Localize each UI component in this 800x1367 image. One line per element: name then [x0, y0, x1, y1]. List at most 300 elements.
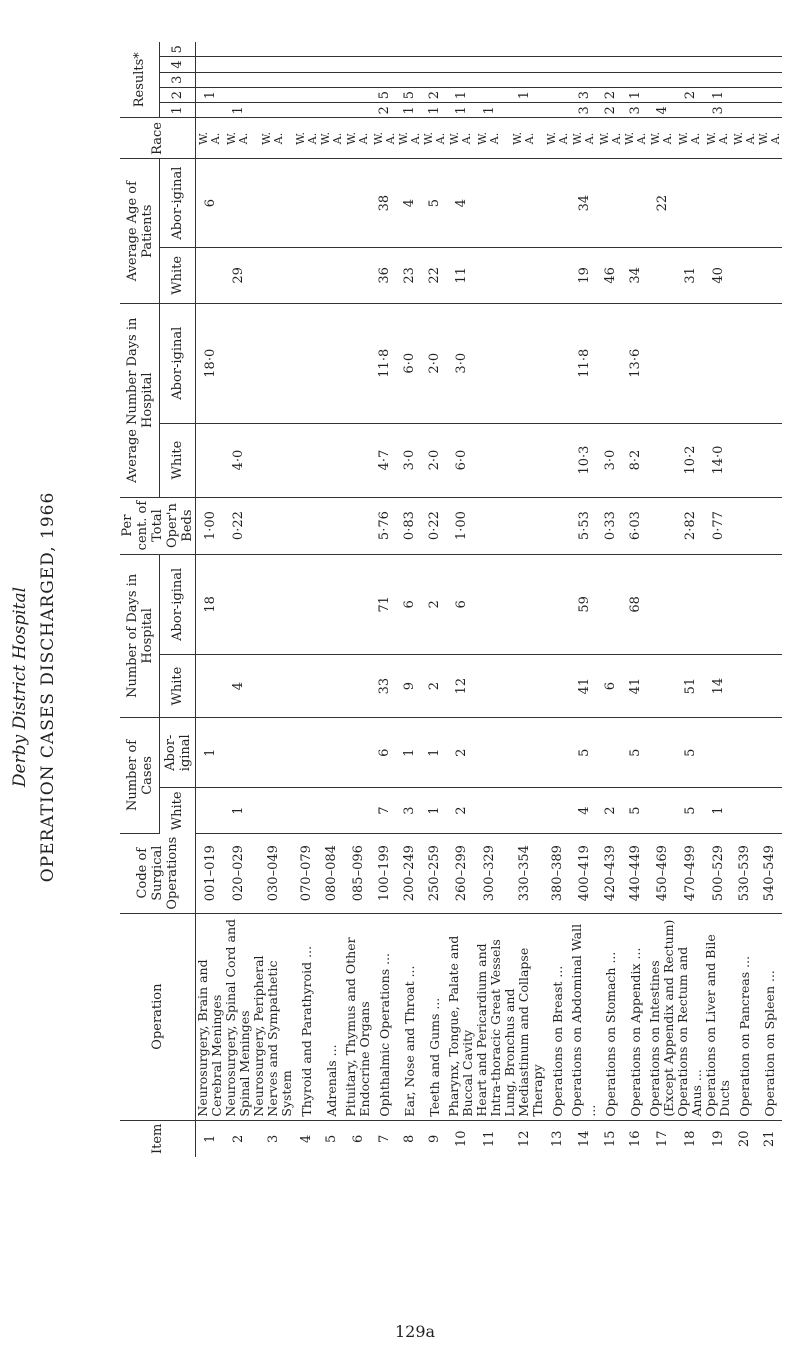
result-2: 1: [447, 87, 475, 102]
race-aboriginal: A.: [488, 132, 501, 145]
table-row: [475, 42, 503, 1157]
result-5: [397, 42, 422, 57]
days-aboriginal: [475, 554, 503, 654]
item-number: 13: [550, 1130, 565, 1148]
result-1: 1: [422, 103, 447, 118]
table-row: [757, 42, 782, 1157]
result-4: [447, 57, 475, 72]
cases-white: [648, 788, 676, 833]
operation-name: Lung, Bronchus and Mediastinum and Collapse Therapy: [503, 913, 545, 1120]
operation-code: 530–539: [732, 833, 757, 913]
cases-aboriginal: [757, 718, 782, 788]
race-aboriginal: A.: [383, 132, 397, 145]
days-aboriginal: 6: [447, 554, 475, 654]
per-cent-beds: [503, 497, 545, 554]
operation-name: Teeth and Gums ...: [422, 913, 447, 1120]
per-cent-beds: [319, 497, 344, 554]
result-5: [623, 42, 648, 57]
days-aboriginal: [732, 554, 757, 654]
operation-code: 030–049: [252, 833, 294, 913]
table-body: [196, 42, 783, 1157]
result-3: [397, 72, 422, 87]
per-cent-beds: 0·77: [704, 497, 732, 554]
days-aboriginal: [757, 554, 782, 654]
per-cent-beds: 5·76: [372, 497, 397, 554]
avg-days-aboriginal: [224, 303, 252, 423]
cases-aboriginal: [252, 718, 294, 788]
result-3: [757, 72, 782, 87]
avg-days-white: 3·0: [397, 423, 422, 497]
table-row: [447, 42, 475, 1157]
sub-result-2: 2: [160, 87, 196, 102]
cases-white: [503, 788, 545, 833]
days-white: 6: [598, 655, 623, 718]
result-1: [732, 103, 757, 118]
cases-aboriginal: [224, 718, 252, 788]
race: [422, 118, 447, 159]
table-row: [294, 42, 319, 1157]
avg-days-white: 10·2: [676, 423, 704, 497]
item-number: 6: [350, 1134, 366, 1143]
cases-white: [545, 788, 570, 833]
result-5: [545, 42, 570, 57]
avg-days-aboriginal: [319, 303, 344, 423]
result-2: 5: [372, 87, 397, 102]
race-white: W.: [731, 132, 745, 145]
result-2: [294, 87, 319, 102]
race: [545, 118, 570, 159]
cases-aboriginal: [704, 718, 732, 788]
per-cent-beds: [344, 497, 372, 554]
operation-code: 001–019: [196, 833, 225, 913]
result-4: [475, 57, 503, 72]
avg-age-white: [252, 247, 294, 303]
days-aboriginal: [598, 554, 623, 654]
sub-white: White: [160, 655, 196, 718]
cases-aboriginal: 6: [372, 718, 397, 788]
result-1: 2: [598, 103, 623, 118]
per-cent-beds: 2·82: [676, 497, 704, 554]
avg-days-aboriginal: [545, 303, 570, 423]
hospital-title: Derby District Hospital: [10, 586, 30, 788]
result-4: [224, 57, 252, 72]
result-2: 2: [422, 87, 447, 102]
result-5: [447, 42, 475, 57]
sub-white: White: [160, 788, 196, 833]
avg-age-white: [545, 247, 570, 303]
days-white: 14: [704, 655, 732, 718]
result-3: [372, 72, 397, 87]
sub-aboriginal: Abor-iginal: [160, 718, 196, 788]
result-3: [252, 72, 294, 87]
result-3: [545, 72, 570, 87]
result-4: [294, 57, 319, 72]
race: [319, 118, 344, 159]
cases-aboriginal: 1: [397, 718, 422, 788]
days-white: [344, 655, 372, 718]
result-4: [676, 57, 704, 72]
result-1: 1: [224, 103, 252, 118]
table-row: [545, 42, 570, 1157]
result-4: [757, 57, 782, 72]
race: [503, 118, 545, 159]
operation-name: Pharynx, Tongue, Palate and Buccal Cavity: [447, 913, 475, 1120]
days-white: [757, 655, 782, 718]
result-5: [319, 42, 344, 57]
avg-days-aboriginal: [475, 303, 503, 423]
avg-days-white: 2·0: [422, 423, 447, 497]
cases-white: [294, 788, 319, 833]
days-aboriginal: [224, 554, 252, 654]
result-1: [294, 103, 319, 118]
result-3: [570, 72, 598, 87]
result-3: [732, 72, 757, 87]
race: [294, 118, 319, 159]
avg-age-white: [648, 247, 676, 303]
avg-age-aboriginal: [344, 159, 372, 247]
result-3: [475, 72, 503, 87]
result-1: [545, 103, 570, 118]
avg-age-aboriginal: [319, 159, 344, 247]
result-2: [224, 87, 252, 102]
operation-name: Neurosurgery, Peripheral Nerves and Sympathetic System: [252, 913, 294, 1120]
cases-white: 1: [704, 788, 732, 833]
operation-name: Operation on Pancreas ...: [732, 913, 757, 1120]
operation-name: Neurosurgery, Spinal Cord and Spinal Meninges: [224, 913, 252, 1120]
item-number: 10: [453, 1130, 469, 1148]
result-4: [704, 57, 732, 72]
result-5: [475, 42, 503, 57]
avg-age-white: [319, 247, 344, 303]
race: [598, 118, 623, 159]
operation-code: 200–249: [397, 833, 422, 913]
cases-aboriginal: [732, 718, 757, 788]
result-4: [422, 57, 447, 72]
result-2: [475, 87, 503, 102]
col-code: Code of Surgical Operations: [120, 833, 196, 913]
result-2: [545, 87, 570, 102]
result-3: [598, 72, 623, 87]
result-1: 1: [447, 103, 475, 118]
table-row: [503, 42, 545, 1157]
avg-age-aboriginal: 4: [397, 159, 422, 247]
race-aboriginal: A.: [209, 132, 222, 145]
result-3: [319, 72, 344, 87]
days-aboriginal: 18: [196, 554, 225, 654]
operation-code: 400–419: [570, 833, 598, 913]
per-cent-beds: 0·22: [422, 497, 447, 554]
result-4: [344, 57, 372, 72]
item-number: 17: [654, 1130, 670, 1148]
result-1: 2: [372, 103, 397, 118]
operation-code: 450–469: [648, 833, 676, 913]
table-row: [224, 42, 252, 1157]
result-4: [648, 57, 676, 72]
days-white: [252, 655, 294, 718]
avg-age-white: [503, 247, 545, 303]
per-cent-beds: [648, 497, 676, 554]
days-aboriginal: 59: [570, 554, 598, 654]
cases-aboriginal: 1: [422, 718, 447, 788]
race-white: W.: [260, 132, 273, 145]
result-5: [294, 42, 319, 57]
days-aboriginal: 68: [623, 554, 648, 654]
avg-age-aboriginal: 22: [648, 159, 676, 247]
operation-code: 440–449: [623, 833, 648, 913]
item-number: 4: [299, 1134, 314, 1143]
result-5: [224, 42, 252, 57]
avg-age-aboriginal: [732, 159, 757, 247]
avg-age-white: [732, 247, 757, 303]
avg-days-aboriginal: 11·8: [570, 303, 598, 423]
result-1: [252, 103, 294, 118]
race: [224, 118, 252, 159]
race-white: W.: [649, 132, 662, 145]
operation-code: 380–389: [545, 833, 570, 913]
table-row: [732, 42, 757, 1157]
avg-days-white: [648, 423, 676, 497]
result-1: 1: [397, 103, 422, 118]
cases-aboriginal: [545, 718, 570, 788]
result-4: [623, 57, 648, 72]
avg-days-white: [344, 423, 372, 497]
days-aboriginal: [648, 554, 676, 654]
race-white: W.: [448, 132, 461, 145]
cases-aboriginal: 5: [570, 718, 598, 788]
avg-age-aboriginal: [676, 159, 704, 247]
result-1: [344, 103, 372, 118]
race-aboriginal: A.: [460, 132, 473, 145]
sub-white: White: [160, 247, 196, 303]
avg-age-white: [757, 247, 782, 303]
avg-age-white: 29: [224, 247, 252, 303]
item-number: 8: [402, 1134, 417, 1143]
avg-age-aboriginal: [757, 159, 782, 247]
item-number: 20: [737, 1130, 752, 1148]
race-white: W.: [705, 132, 718, 145]
days-aboriginal: [704, 554, 732, 654]
per-cent-beds: [757, 497, 782, 554]
race-aboriginal: A.: [523, 132, 536, 145]
operation-name: Ear, Nose and Throat ...: [397, 913, 422, 1120]
item-number: 7: [377, 1134, 392, 1143]
result-4: [545, 57, 570, 72]
sub-aboriginal: Abor-iginal: [160, 303, 196, 423]
avg-days-aboriginal: 11·8: [372, 303, 397, 423]
race-aboriginal: A.: [357, 132, 370, 145]
avg-days-white: [475, 423, 503, 497]
sub-white: White: [160, 423, 196, 497]
race-aboriginal: A.: [743, 132, 757, 145]
avg-days-white: [196, 423, 225, 497]
avg-age-white: 31: [676, 247, 704, 303]
col-operation: Operation: [120, 913, 196, 1120]
col-item: Item: [120, 1120, 196, 1157]
cases-white: 4: [570, 788, 598, 833]
avg-days-aboriginal: [252, 303, 294, 423]
operation-code: 300–329: [475, 833, 503, 913]
race-white: W.: [756, 132, 770, 145]
result-4: [598, 57, 623, 72]
days-white: [545, 655, 570, 718]
race-aboriginal: A.: [433, 132, 447, 145]
avg-age-aboriginal: [623, 159, 648, 247]
avg-days-aboriginal: [294, 303, 319, 423]
operation-code: 020–029: [224, 833, 252, 913]
days-aboriginal: [503, 554, 545, 654]
result-2: 3: [570, 87, 598, 102]
operation-name: Operations on Rectum and Anus ...: [676, 913, 704, 1120]
days-white: [648, 655, 676, 718]
days-white: 33: [372, 655, 397, 718]
per-cent-beds: [252, 497, 294, 554]
avg-age-white: 46: [598, 247, 623, 303]
cases-white: 3: [397, 788, 422, 833]
result-4: [319, 57, 344, 72]
operation-name: Ophthalmic Operations ...: [372, 913, 397, 1120]
days-white: [196, 655, 225, 718]
operation-code: 085–096: [344, 833, 372, 913]
race-white: W.: [544, 132, 558, 145]
result-4: [732, 57, 757, 72]
item-number: 1: [202, 1134, 218, 1143]
operation-code: 330–354: [503, 833, 545, 913]
days-aboriginal: 2: [422, 554, 447, 654]
table-row: [570, 42, 598, 1157]
cases-aboriginal: [503, 718, 545, 788]
result-5: [196, 42, 225, 57]
item-number: 19: [710, 1130, 726, 1148]
cases-white: 5: [676, 788, 704, 833]
result-5: [648, 42, 676, 57]
result-2: 1: [704, 87, 732, 102]
avg-days-white: 4·7: [372, 423, 397, 497]
result-2: 5: [397, 87, 422, 102]
cases-white: [252, 788, 294, 833]
table-row: [319, 42, 344, 1157]
operation-name: Operation on Spleen ...: [757, 913, 782, 1120]
race-white: W.: [622, 132, 636, 145]
avg-age-white: 19: [570, 247, 598, 303]
result-4: [196, 57, 225, 72]
operation-name: Heart and Pericardium and Intra-thoracic Great Vessels: [475, 913, 503, 1120]
operation-code: 070–079: [294, 833, 319, 913]
avg-age-white: 23: [397, 247, 422, 303]
avg-days-aboriginal: [648, 303, 676, 423]
item-number: 21: [762, 1130, 777, 1148]
result-5: [704, 42, 732, 57]
item-number: 15: [603, 1130, 618, 1148]
avg-days-white: [757, 423, 782, 497]
table-row: [344, 42, 372, 1157]
race: [447, 118, 475, 159]
per-cent-beds: 0·83: [397, 497, 422, 554]
avg-days-aboriginal: [598, 303, 623, 423]
result-5: [570, 42, 598, 57]
days-white: 2: [422, 655, 447, 718]
avg-age-aboriginal: [503, 159, 545, 247]
col-avg-days: Average Number Days in Hospital: [120, 303, 160, 497]
avg-age-aboriginal: [252, 159, 294, 247]
race-white: W.: [421, 132, 435, 145]
days-white: 41: [570, 655, 598, 718]
days-white: [503, 655, 545, 718]
result-5: [757, 42, 782, 57]
avg-age-aboriginal: [545, 159, 570, 247]
days-white: 9: [397, 655, 422, 718]
cases-white: [757, 788, 782, 833]
race-white: W.: [677, 132, 690, 145]
sub-aboriginal: Abor-iginal: [160, 159, 196, 247]
result-3: [503, 72, 545, 87]
race: [623, 118, 648, 159]
result-4: [372, 57, 397, 72]
operation-name: Operations on Liver and Bile Ducts: [704, 913, 732, 1120]
race-white: W.: [293, 132, 307, 145]
race-aboriginal: A.: [583, 132, 596, 145]
race: [570, 118, 598, 159]
cases-white: 7: [372, 788, 397, 833]
operation-code: 500–529: [704, 833, 732, 913]
days-aboriginal: [294, 554, 319, 654]
race-aboriginal: A.: [634, 132, 648, 145]
operation-name: Thyroid and Parathyroid ...: [294, 913, 319, 1120]
race-white: W.: [225, 132, 238, 145]
avg-age-aboriginal: [704, 159, 732, 247]
per-cent-beds: [475, 497, 503, 554]
cases-white: 2: [447, 788, 475, 833]
operations-table: [120, 42, 782, 1157]
cases-aboriginal: [475, 718, 503, 788]
avg-days-aboriginal: [344, 303, 372, 423]
result-2: 1: [623, 87, 648, 102]
result-2: [757, 87, 782, 102]
avg-age-aboriginal: [475, 159, 503, 247]
cases-aboriginal: [598, 718, 623, 788]
race: [757, 118, 782, 159]
result-1: [196, 103, 225, 118]
result-3: [648, 72, 676, 87]
avg-days-white: 6·0: [447, 423, 475, 497]
operation-name: Operations on Intestines (Except Appendix and Rectum): [648, 913, 676, 1120]
avg-age-white: 34: [623, 247, 648, 303]
cases-aboriginal: [319, 718, 344, 788]
avg-days-white: [319, 423, 344, 497]
sub-result-5: 5: [160, 42, 196, 57]
result-5: [422, 42, 447, 57]
table-row: [623, 42, 648, 1157]
item-number: 5: [324, 1134, 339, 1143]
avg-days-aboriginal: [757, 303, 782, 423]
col-num-days: Number of Days in Hospital: [120, 554, 160, 718]
result-1: [757, 103, 782, 118]
days-white: 41: [623, 655, 648, 718]
table-row: [422, 42, 447, 1157]
table-row: [252, 42, 294, 1157]
cases-aboriginal: 5: [676, 718, 704, 788]
days-white: 51: [676, 655, 704, 718]
result-5: [344, 42, 372, 57]
race-aboriginal: A.: [661, 132, 674, 145]
race: [732, 118, 757, 159]
item-number: 12: [516, 1130, 532, 1148]
avg-days-white: [294, 423, 319, 497]
result-5: [676, 42, 704, 57]
avg-days-aboriginal: 6·0: [397, 303, 422, 423]
operation-name: Adrenals ...: [319, 913, 344, 1120]
race-aboriginal: A.: [237, 132, 250, 145]
avg-age-white: 22: [422, 247, 447, 303]
